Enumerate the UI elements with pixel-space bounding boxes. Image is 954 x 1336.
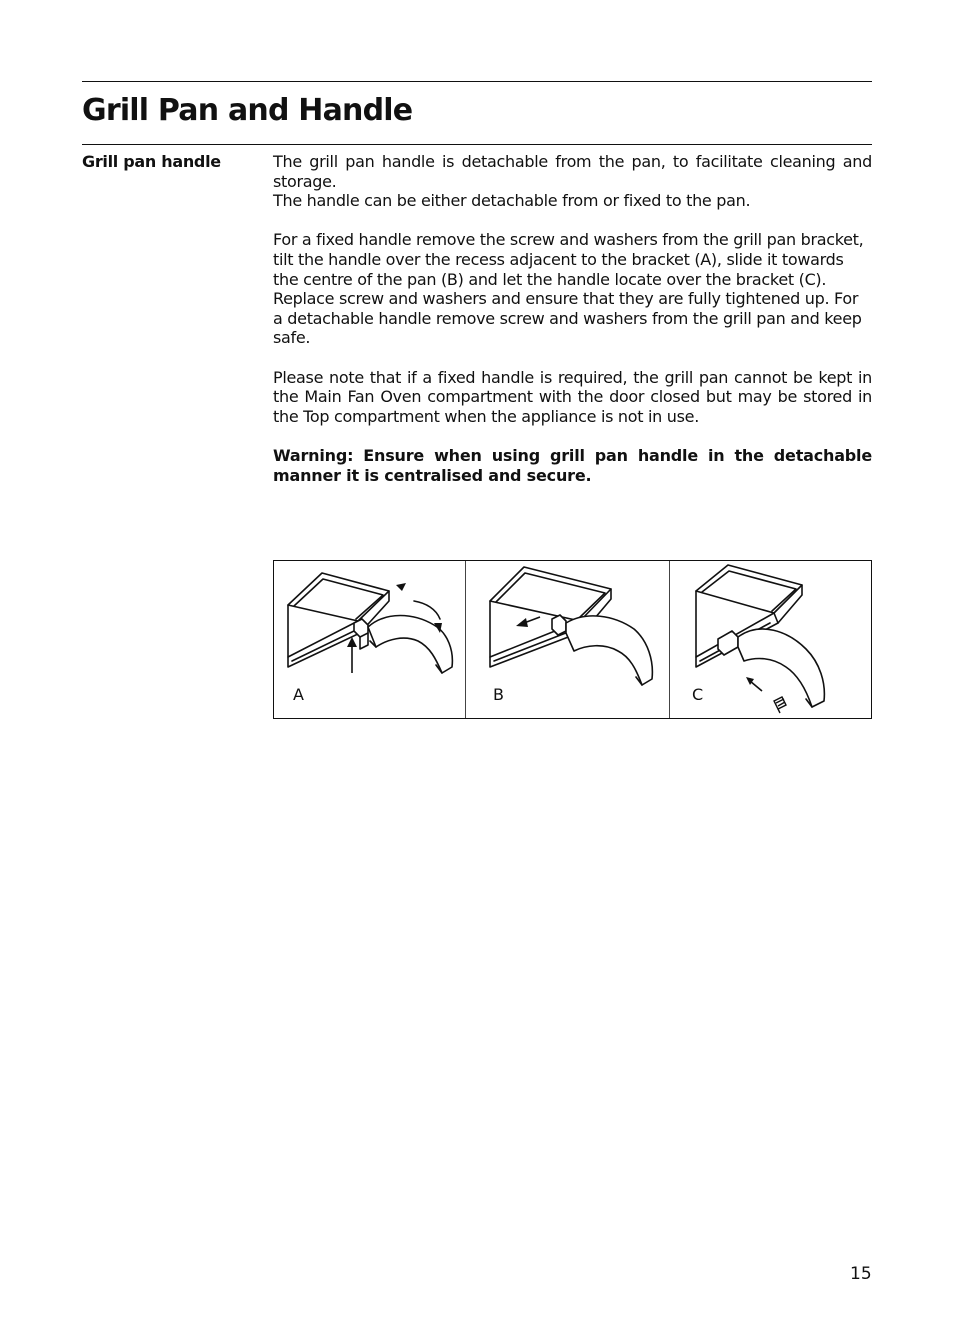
figure-panel-c [670,561,871,718]
handle-fitting-figure [273,560,872,719]
panel-label-c: C [692,685,704,704]
intro-line-2: The handle can be either detachable from or fixed to the pan. [273,191,751,211]
body-text [273,152,872,505]
intro-line-1: The grill pan handle is detachable from the pan, to facilitate cleaning and storage. [273,152,872,191]
paragraph-intro [273,152,872,211]
section-rule [82,144,872,145]
panel-label-b: B [493,685,504,704]
page-number: 15 [850,1264,872,1284]
section-label: Grill pan handle [82,152,221,171]
paragraph-fixed-handle: For a fixed handle remove the screw and washers from the grill pan bracket, tilt the handle over the recess adjacent to the bracket (A), slide it towards the centre of the pan (B) and let the handle locate over the bracket (C). Replace screw and washers and ensure that they are fully tightened up. For a detachable handle remove screw and washers from the grill pan and keep safe. [273,230,864,348]
paragraph-warning: Warning: Ensure when using grill pan handle in the detachable manner it is centralised and secure. [273,445,872,485]
paragraph-storage-note: Please note that if a fixed handle is required, the grill pan cannot be kept in the Main Fan Oven compartment with the door closed but may be stored in the Top compartment when the appliance is not in use. [273,367,872,426]
top-rule [82,81,872,82]
page-title: Grill Pan and Handle [82,93,413,128]
panel-label-a: A [293,685,304,704]
screw-icon [774,697,786,713]
figure-panel-a [274,561,465,718]
figure-panel-b [466,561,669,718]
